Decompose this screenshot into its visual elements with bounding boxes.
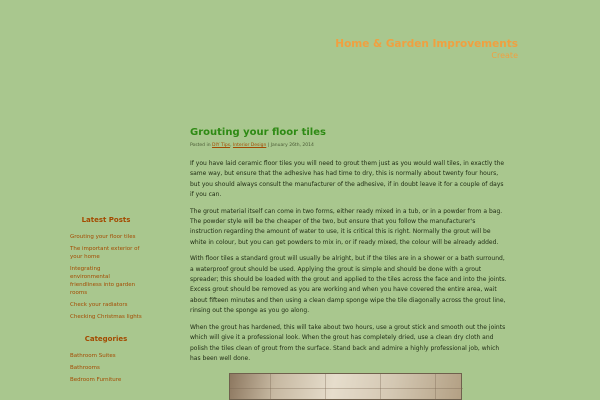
post-body xyxy=(190,159,508,364)
meta-prefix: Posted in xyxy=(190,143,211,148)
post-paragraph: When the grout has hardened, this will take about two hours, use a grout stick and smooth out the joints which will give it a professional look. When the grout has completely dried, use a clean dry cloth and polish the tiles clean of grout from the surface. Stand back and admire a highly professional job, which has been well done. xyxy=(190,323,506,362)
post-paragraph: The grout material itself can come in two forms, either ready mixed in a tub, or in a powder from a bag. The powder style will be the cheaper of the two, but ensure that you follow the manufacturer's instruction regarding the amount of water to use, it is critical this is right. Normally the grout will be white in colour, but you can get powders to mix in, or if ready mixed, the colour will be already added. xyxy=(190,207,503,246)
site-tagline: Create xyxy=(491,51,518,60)
category-link[interactable]: Bedroom Furniture xyxy=(70,377,122,383)
post-date: January 26th, 2014 xyxy=(270,143,314,148)
post-title[interactable]: Grouting your floor tiles xyxy=(190,127,326,138)
site-title[interactable]: Home & Garden Improvements xyxy=(335,38,518,50)
category-link[interactable]: Bathroom Suites xyxy=(70,353,116,359)
post-content xyxy=(190,127,508,370)
latest-post-link[interactable]: Grouting your floor tiles xyxy=(70,234,136,240)
post-image-tiles xyxy=(229,373,462,400)
latest-post-link[interactable]: The important exterior of your home xyxy=(70,246,140,260)
latest-posts-section xyxy=(70,216,142,321)
latest-posts-list xyxy=(70,233,142,321)
post-meta: Posted in DIY Tips, Interior Design | January 26th, 2014 xyxy=(190,143,314,148)
category-link[interactable]: Bathrooms xyxy=(70,365,100,371)
category-link-diy-tips[interactable]: DIY Tips xyxy=(212,143,231,148)
categories-section xyxy=(70,335,142,384)
category-link-interior-design[interactable]: Interior Design xyxy=(232,143,267,148)
latest-post-link[interactable]: Checking Christmas lights xyxy=(70,314,142,320)
post-paragraph: With floor tiles a standard grout will usually be alright, but if the tiles are in a shower or a bath surround, a waterproof grout should be used. Applying the grout is simple and should be done with a grout spreader; this should be loaded with the grout and applied to the tiles across the face and into the joints. Excess grout should be removed as you are working and when you have covered the entire area, wait about fifteen minutes and then using a clean damp sponge wipe the tile diagonally across the grout line, rinsing out the sponge as you go along. xyxy=(190,255,507,315)
sidebar xyxy=(70,216,142,388)
latest-posts-heading: Latest Posts xyxy=(81,216,131,224)
latest-post-link[interactable]: Check your radiators xyxy=(70,302,128,308)
categories-heading: Categories xyxy=(84,335,128,343)
site-header xyxy=(0,0,600,120)
post-paragraph: If you have laid ceramic floor tiles you will need to grout them just as you would wall tiles, in exactly the same way, but ensure that the adhesive has had time to dry, this is normally about twenty four hours, but you should always consult the manufacturer of the adhesive, if in doubt leave it for a couple of days if you can. xyxy=(190,160,505,199)
latest-post-link[interactable]: Integrating environmental friendliness into garden rooms xyxy=(70,266,136,296)
categories-list xyxy=(70,352,142,384)
